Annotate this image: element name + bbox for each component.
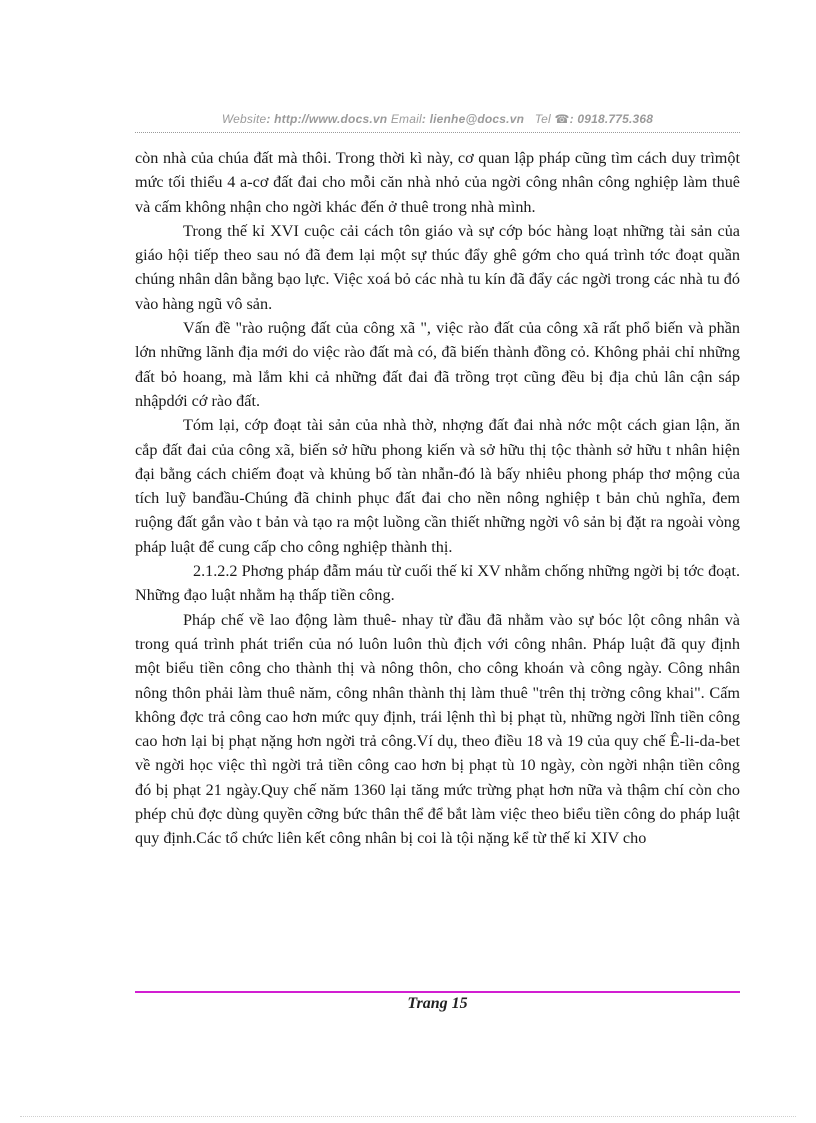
paragraph-1: còn nhà của chúa đất mà thôi. Trong thời kì này, cơ quan lập pháp cũng tìm cách duy trìmột mức tối thiểu 4 a-cơ đất đai cho mỗi căn nhà nhỏ của ngời công nhân công nghiệp làm thuê và cấm không nhận cho ngời khác đến ở thuê trong nhà mình.	[135, 149, 740, 216]
paragraph-5: Pháp chế về lao động làm thuê- nhay từ đầu đã nhằm vào sự bóc lột công nhân và trong quá trình phát triển của nó luôn luôn thù địch với công nhân. Pháp luật đã quy định một biểu tiền công cho thành thị và nông thôn, cho công khoán và công ngày. Công nhân nông thôn phải làm thuê năm, công nhân thành thị làm thuê "trên thị trờng công khai". Cấm không đợc trả công cao hơn mức quy định, trái lệnh thì bị phạt tù, những ngời lĩnh tiền công cao hơn lại bị phạt nặng hơn ngời trả công.Ví dụ, theo điều 18 và 19 của quy chế Ê-li-da-bet về ngời học việc thì ngời trả tiền công cao hơn bị phạt tù 10 ngày, còn ngời nhận tiền công đó bị phạt 21 ngày.Quy chế năm 1360 lại tăng mức trừng phạt hơn nữa và thậm chí còn cho phép chủ đợc dùng quyền cỡng bức thân thể để bắt làm việc theo biểu tiền công do pháp luật quy định.Các tổ chức liên kết công nhân bị coi là tội nặng kể từ thế kỉ XIV cho	[135, 610, 740, 848]
header-tel-value: : 0918.775.368	[569, 112, 654, 126]
header-website-value: : http://www.docs.vn	[266, 112, 388, 126]
paragraph-3: Vấn đề "rào ruộng đất của công xã ", việc rào đất của công xã rất phổ biến và phần lớn những lãnh địa mới do việc rào đất mà có, đã biến thành đồng cỏ. Không phải chỉ những đất bỏ hoang, mà lắm khi cả những đất đai đã trồng trọt cũng đều bị địa chủ lân cận sáp nhậpdới cớ rào đất.	[135, 319, 740, 410]
header-website-label: Website	[221, 112, 267, 126]
page-header	[135, 112, 740, 126]
page-bottom-edge	[20, 1116, 796, 1117]
phone-icon: ☎	[554, 112, 570, 126]
paragraph-4: Tóm lại, cớp đoạt tài sản của nhà thờ, nhợng đất đai nhà nớc một cách gian lận, ăn cắp đất đai của công xã, biến sở hữu phong kiến và sở hữu thị tộc thành sở hữu t nhân hiện đại bằng cách chiếm đoạt và khủng bố tàn nhẫn-đó là bấy nhiêu phong pháp thơ mộng của tích luỹ banđầu-Chúng đã chinh phục đất đai cho nền nông nghiệp t bản chủ nghĩa, đem ruộng đất gắn vào t bản và tạo ra một luồng cần thiết những ngời vô sản bị đặt ra ngoài vòng pháp luật để cung cấp cho công nghiệp thành thị.	[135, 416, 740, 556]
paragraph-2: Trong thế kỉ XVI cuộc cải cách tôn giáo và sự cớp bóc hàng loạt những tài sản của giáo hội tiếp theo sau nó đã đem lại một sự thúc đẩy ghê gớm cho quá trình tớc đoạt quần chúng nhân dân bằng bạo lực. Việc xoá bỏ các nhà tu kín đã đẩy các ngời trong các nhà tu đó vào hàng ngũ vô sản.	[135, 221, 740, 313]
page-number: Trang 15	[407, 995, 468, 1012]
section-heading-2-1-2-2: 2.1.2.2 Phơng pháp đẫm máu từ cuối thế kỉ XV nhằm chống những ngời bị tớc đoạt. Những đạo luật nhằm hạ thấp tiền công.	[135, 562, 740, 605]
header-email-label: Email	[390, 112, 422, 126]
footer-divider	[135, 991, 740, 993]
header-email-value: : lienhe@docs.vn	[421, 112, 525, 126]
document-body	[135, 146, 740, 851]
header-tel-label: Tel	[534, 112, 551, 126]
header-divider	[135, 132, 740, 133]
